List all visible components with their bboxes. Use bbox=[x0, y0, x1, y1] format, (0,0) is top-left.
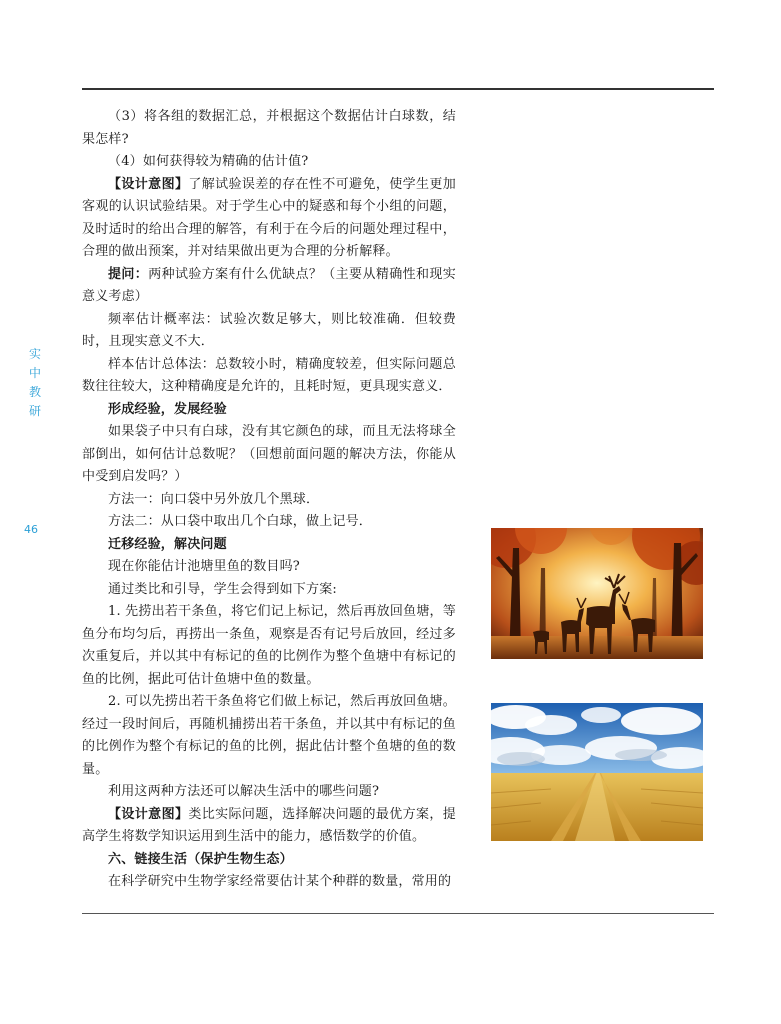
paragraph: 在科学研究中生物学家经常要估计某个种群的数量，常用的 bbox=[108, 874, 452, 889]
deer-forest-photo bbox=[491, 528, 703, 659]
paragraph: 现在你能估计池塘里鱼的数目吗? bbox=[108, 559, 300, 574]
footer-rule bbox=[82, 913, 714, 914]
paragraph: 利用这两种方法还可以解决生活中的哪些问题? bbox=[108, 784, 380, 799]
header-rule bbox=[82, 88, 714, 90]
page-number: 46 bbox=[24, 523, 38, 536]
paragraph: 2. 可以先捞出若干条鱼将它们做上标记，然后再放回鱼塘。经过一段时间后，再随机捕捞出若干条鱼，并以其中有标记的鱼的比例作为整个有标记的鱼的比例，据此估计整个鱼塘的鱼的数量。 bbox=[82, 694, 456, 777]
paragraph: 如果袋子中只有白球，没有其它颜色的球，而且无法将球全部倒出，如何估计总数呢？（回想前面问题的解决方法，你能从中受到启发吗？） bbox=[82, 424, 456, 484]
paragraph: 1. 先捞出若干条鱼，将它们记上标记，然后再放回鱼塘，等鱼分布均匀后，再捞出一条鱼，观察是否有记号后放回，经过多次重复后，并以其中有标记的鱼的比例作为整个鱼塘中有标记的鱼的比例，据此可估计鱼塘中鱼的数量。 bbox=[82, 604, 456, 687]
side-label-char: 实 bbox=[28, 347, 41, 361]
paragraph: 样本估计总体法：总数较小时，精确度较差，但实际问题总数往往较大，这种精确度是允许的，且耗时短，更具现实意义． bbox=[82, 356, 456, 394]
side-section-label bbox=[27, 345, 43, 421]
paragraph: （3）将各组的数据汇总，并根据这个数据估计白球数，结果怎样? bbox=[82, 109, 456, 147]
paragraph: 提问：两种试验方案有什么优缺点？（主要从精确性和现实意义考虑） bbox=[82, 266, 456, 304]
paragraph: （4）如何获得较为精确的估计值? bbox=[108, 154, 309, 169]
paragraph: 【设计意图】了解试验误差的存在性不可避免，使学生更加客观的认识试验结果。对于学生心中的疑惑和每个小组的问题，及时适时的给出合理的解答，有利于在今后的问题处理过程中，合理的做出预案，并对结果做出更为合理的分析解释。 bbox=[82, 176, 456, 259]
section-heading: 形成经验，发展经验 bbox=[108, 401, 227, 417]
section-heading: 六、链接生活（保护生物生态） bbox=[108, 851, 293, 867]
side-label-char: 教 bbox=[28, 385, 41, 399]
paragraph: 方法一：向口袋中另外放几个黑球． bbox=[108, 491, 320, 507]
paragraph: 【设计意图】类比实际问题，选择解决问题的最优方案，提高学生将数学知识运用到生活中的能力，感悟数学的价值。 bbox=[82, 806, 456, 844]
paragraph: 方法二：从口袋中取出几个白球，做上记号． bbox=[108, 514, 373, 529]
section-heading: 迁移经验，解决问题 bbox=[108, 536, 227, 552]
wheat-field-photo bbox=[491, 703, 703, 841]
side-label-char: 研 bbox=[28, 404, 41, 418]
paragraph: 频率估计概率法：试验次数足够大，则比较准确．但较费时，且现实意义不大． bbox=[82, 311, 456, 349]
paragraph: 通过类比和引导，学生会得到如下方案: bbox=[108, 581, 337, 597]
side-label-char: 中 bbox=[28, 366, 41, 380]
body-text bbox=[82, 106, 456, 894]
